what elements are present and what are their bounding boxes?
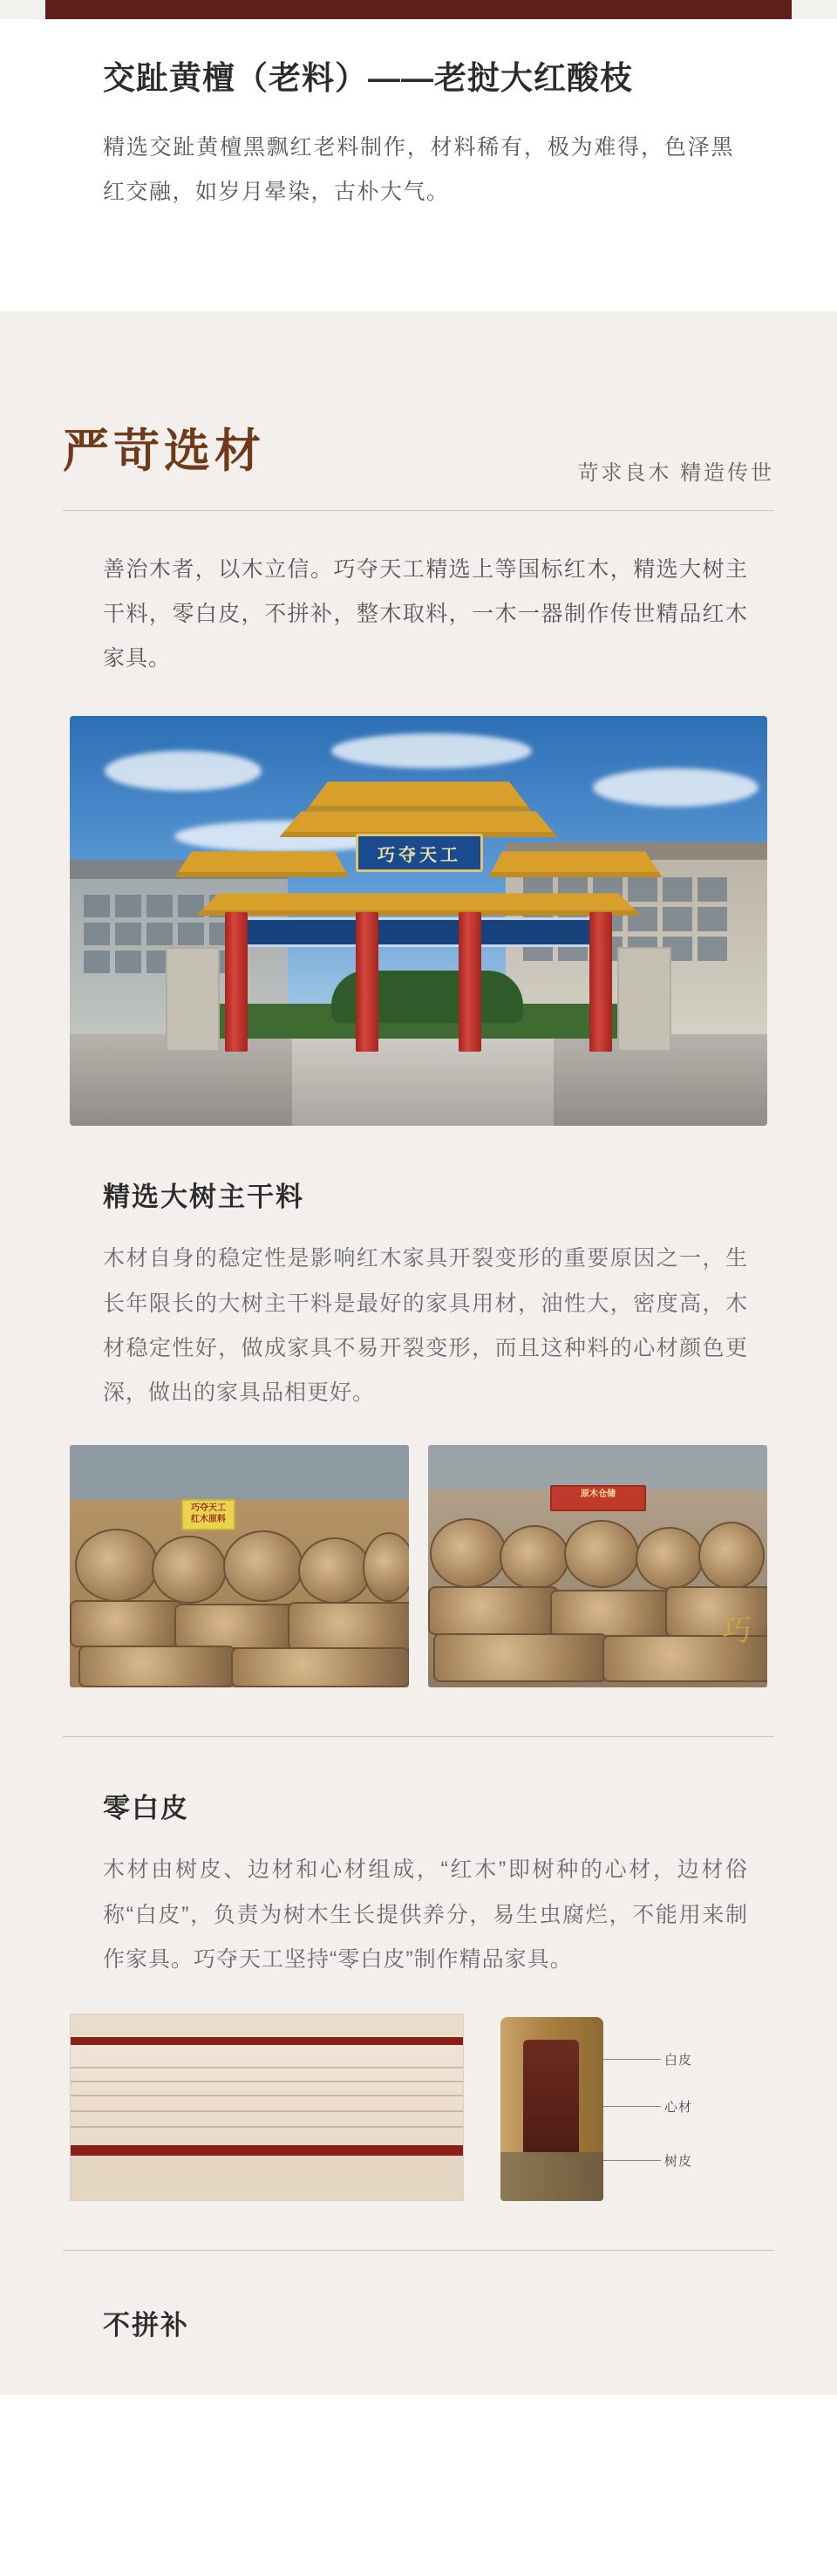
diagram-label-bark: 树皮 [664,2154,693,2170]
subsection-divider [63,1736,774,1737]
roof-tier [196,893,641,916]
subsection-title-nosapwood: 零白皮 [103,1793,189,1824]
gate-column [356,912,378,1052]
roof-tier [488,851,663,877]
board-cross-section-photo [70,2014,464,2201]
subsection-body-nosapwood: 木材由树皮、边材和心材组成，“红木”即树种的心材，边材俗称“白皮”，负责为树木生长提供养分，易生虫腐烂，不能用来制作家具。巧夺天工坚持“零白皮”制作精品家具。 [103,1857,748,1972]
bark-area [500,2152,603,2201]
top-bar-right-edge [792,0,837,19]
section-heading: 严苛选材 [63,423,265,478]
trunk-structure-diagram [485,2014,746,2201]
log-photo-right: 原木仓储 巧 [428,1445,767,1687]
factory-gate-photo [70,716,767,1126]
diagram-label-sapwood: 白皮 [664,2053,693,2068]
roof-tier [174,851,349,877]
diagram-label-heartwood: 心材 [664,2100,693,2116]
gate-column [589,912,612,1052]
gate-frieze [227,917,610,947]
log-photos-row [70,1445,767,1687]
intro-spacer [0,215,837,311]
gate-side-wall [166,947,220,1052]
cloud-shape [331,733,532,768]
gate-side-wall [617,947,671,1052]
top-decorative-bar [0,0,837,19]
gate-archway [174,781,663,1052]
roof-tier [305,781,532,811]
subsection-title-trunk: 精选大树主干料 [103,1182,304,1213]
subsection-divider [63,2250,774,2251]
material-selection-section [0,311,837,2395]
section-subheading: 苛求良木 精造传世 [577,460,774,485]
gate-column [459,912,481,1052]
heartwood-area [523,2040,579,2171]
gate-column [225,912,248,1052]
subsection-title-nojoin: 不拼补 [103,2310,189,2341]
sapwood-photos-row [70,2014,767,2201]
section-divider [63,510,774,511]
intro-paragraph: 精选交趾黄檀黑飘红老料制作，材料稀有，极为难得，色泽黑红交融，如岁月晕染，古朴大气。 [103,135,734,205]
section-header [63,414,774,494]
log-photo-left: 巧夺天工 红木原料 [70,1445,409,1687]
section-lead-text: 善治木者，以木立信。巧夺天工精选上等国标红木，精选大树主干料，零白皮，不拼补，整木取料，一木一器制作传世精品红木家具。 [103,556,748,671]
intro-section [0,19,837,215]
page-title: 交趾黄檀（老料）——老挝大红酸枝 [103,60,633,96]
gate-plaque: 巧夺天工 [356,834,483,872]
watermark-logo: 巧 [722,1613,752,1649]
top-bar-left-edge [0,0,45,19]
subsection-body-trunk: 木材自身的稳定性是影响红木家具开裂变形的重要原因之一，生长年限长的大树主干料是最好的家具用材，油性大，密度高，木材稳定性好，做成家具不易开裂变形，而且这种料的心材颜色更深，做出的家具品相更好。 [103,1246,748,1406]
